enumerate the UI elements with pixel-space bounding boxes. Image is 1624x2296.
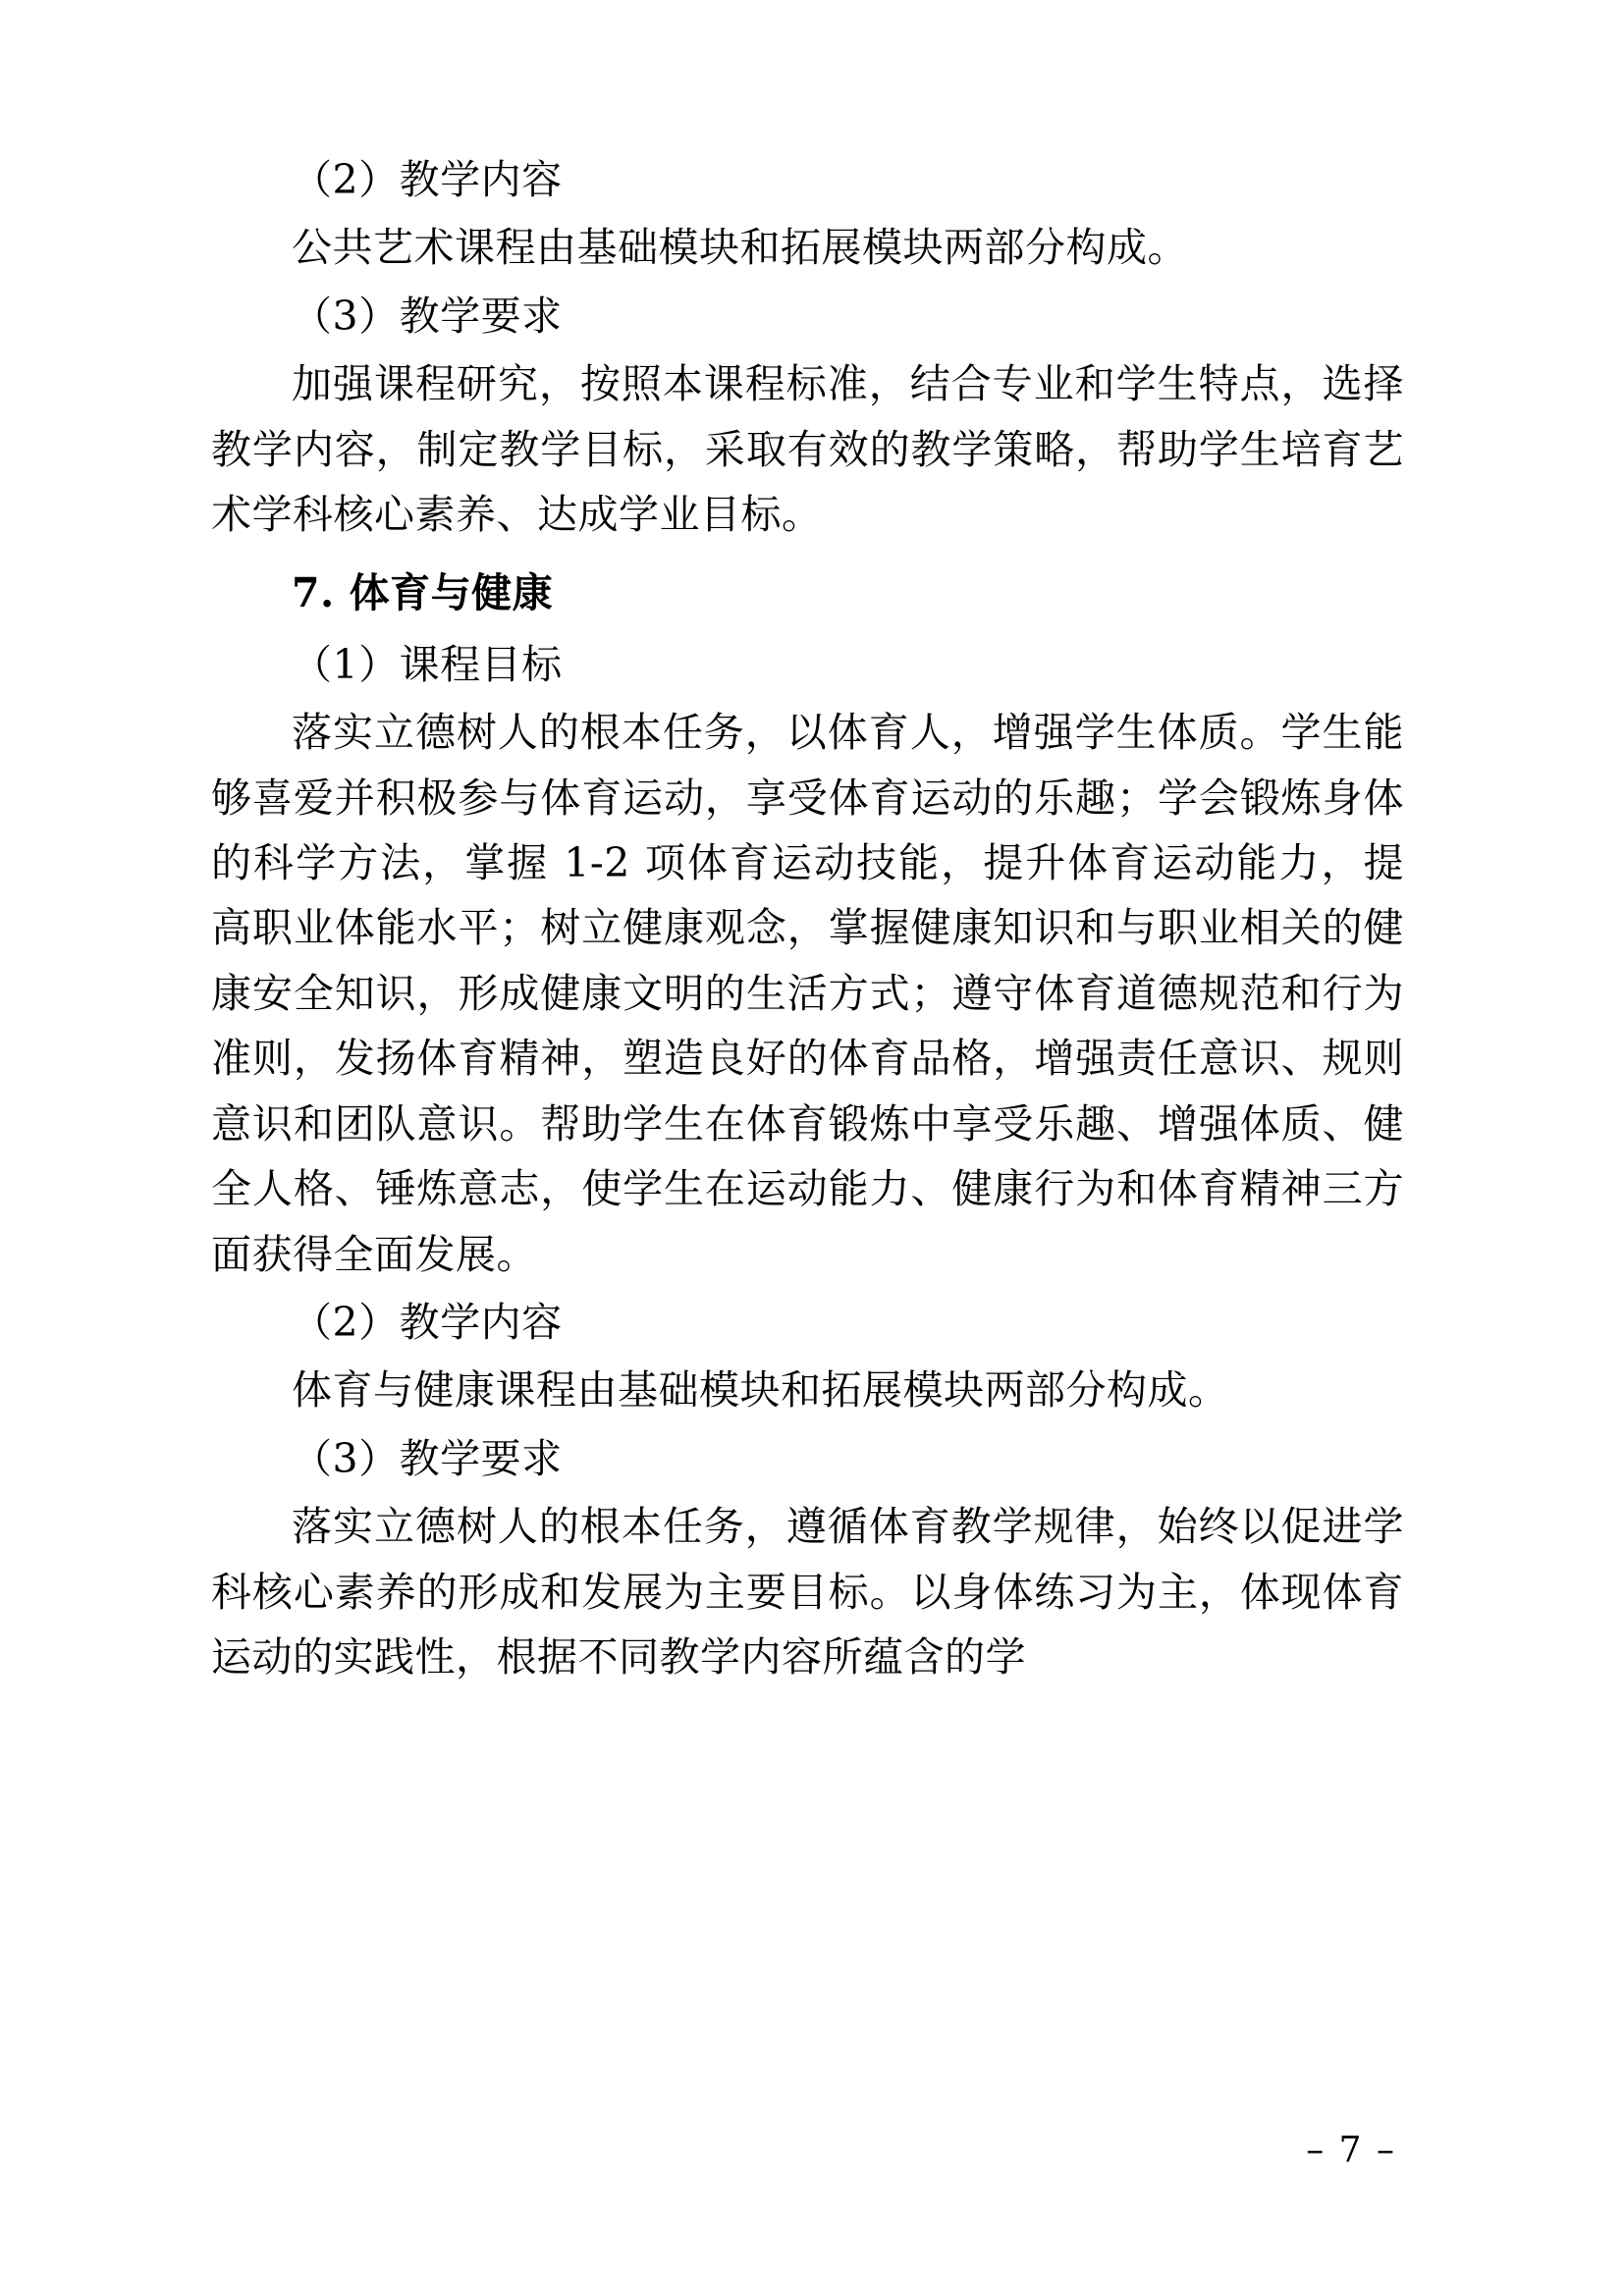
paragraph-art-teaching-content: 公共艺术课程由基础模块和拓展模块两部分构成。 bbox=[292, 224, 1188, 272]
paragraph-pe-teaching-content: 体育与健康课程由基础模块和拓展模块两部分构成。 bbox=[292, 1366, 1229, 1415]
section-heading-physical-education: 7. 体育与健康 bbox=[292, 569, 554, 617]
paragraph-art-teaching-requirements: 加强课程研究，按照本课程标准，结合专业和学生特点，选择教学内容，制定教学目标，采取有效的教学策略，帮助学生培育艺术学科核心素养、达成学业目标。 bbox=[211, 360, 1404, 539]
document-body bbox=[211, 147, 1404, 1689]
section-label-teaching-content-pe: （2）教学内容 bbox=[292, 1298, 563, 1346]
page-number: – 7 – bbox=[1306, 2130, 1396, 2170]
section-label-course-objectives-pe: （1）课程目标 bbox=[292, 640, 563, 688]
section-label-teaching-requirements-pe: （3）教学要求 bbox=[292, 1434, 563, 1482]
section-label-teaching-requirements-art: （3）教学要求 bbox=[292, 292, 563, 340]
paragraph-pe-teaching-requirements: 落实立德树人的根本任务，遵循体育教学规律，始终以促进学科核心素养的形成和发展为主要目标。以身体练习为主，体现体育运动的实践性，根据不同教学内容所蕴含的学 bbox=[211, 1503, 1404, 1681]
section-label-teaching-content-art: （2）教学内容 bbox=[292, 156, 563, 203]
paragraph-pe-course-objectives: 落实立德树人的根本任务，以体育人，增强学生体质。学生能够喜爱并积极参与体育运动，享受体育运动的乐趣；学会锻炼身体的科学方法，掌握 1-2 项体育运动技能，提升体育运动能力，提高职业体能水平；树立健康观念，掌握健康知识和与职业相关的健康安全知识，形成健康文明的生活方式；遵守体育道德规范和行为准则，发扬体育精神，塑造良好的体育品格，增强责任意识、规则意识和团队意识。帮助学生在体育锻炼中享受乐趣、增强体质、健全人格、锤炼意志，使学生在运动能力、健康行为和体育精神三方面获得全面发展。 bbox=[211, 709, 1404, 1278]
